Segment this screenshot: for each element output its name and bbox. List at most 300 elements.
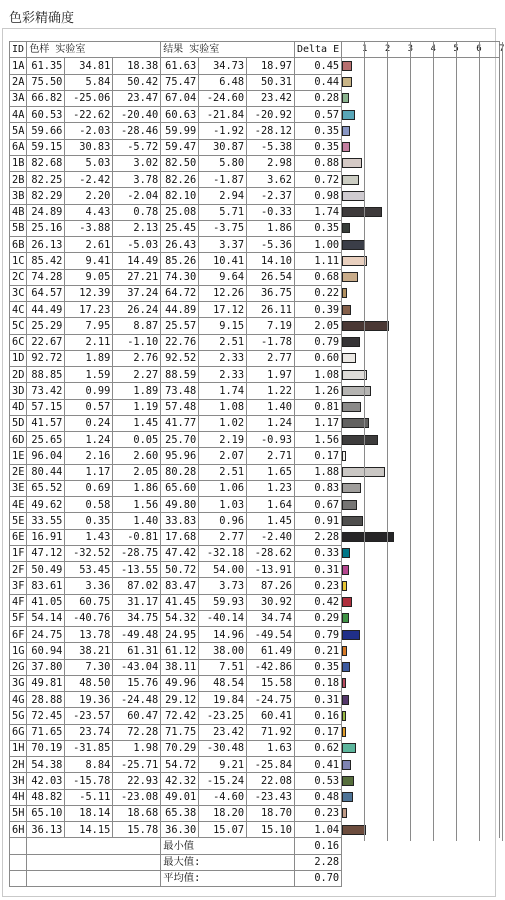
delta-e-value: 0.28 [294,90,341,106]
result-lab-value: 65.38 [161,805,199,821]
patch-id: 6C [10,334,27,350]
target-lab-value: 41.05 [27,594,65,610]
result-lab-value: 2.94 [199,188,247,204]
table-row [10,740,500,756]
delta-e-bar [342,386,371,396]
target-lab-value: 1.86 [113,480,161,496]
result-lab-value: -25.84 [247,757,295,773]
result-lab-value: 23.42 [199,724,247,740]
result-lab-value: 72.42 [161,708,199,724]
target-lab-value: 4.43 [65,204,113,220]
result-lab-value: 2.19 [199,432,247,448]
delta-e-bar [342,451,346,461]
delta-e-value: 0.68 [294,269,341,285]
delta-e-bar [342,516,363,526]
table-row [10,334,500,350]
target-lab-value: 24.89 [27,204,65,220]
result-lab-value: -42.86 [247,659,295,675]
delta-e-value: 0.21 [294,643,341,659]
result-lab-value: -0.93 [247,432,295,448]
target-lab-value: 83.61 [27,578,65,594]
delta-e-value: 0.35 [294,123,341,139]
result-lab-value: 61.12 [161,643,199,659]
delta-e-bar [342,695,349,705]
patch-id: 4G [10,692,27,708]
table-row [10,58,500,74]
result-lab-value: 30.92 [247,594,295,610]
target-lab-value: 7.30 [65,659,113,675]
target-lab-value: 0.58 [65,497,113,513]
target-lab-value: -15.78 [65,773,113,789]
target-lab-value: 28.88 [27,692,65,708]
target-lab-value: 18.68 [113,805,161,821]
page-title: 色彩精确度 [9,11,75,26]
target-lab-value: -22.62 [65,107,113,123]
result-lab-value: 50.31 [247,74,295,90]
target-lab-value: 80.44 [27,464,65,480]
scale-tick-label: 3 [407,44,414,54]
patch-id: 4E [10,497,27,513]
result-lab-value: 29.12 [161,692,199,708]
delta-e-value: 1.08 [294,367,341,383]
delta-e-bar [342,142,350,152]
target-lab-value: 31.17 [113,594,161,610]
target-lab-value: 66.82 [27,90,65,106]
delta-e-value: 0.83 [294,480,341,496]
result-lab-value: -28.12 [247,123,295,139]
table-row [10,123,500,139]
result-lab-value: 15.10 [247,822,295,838]
patch-id: 1F [10,545,27,561]
target-lab-value: 33.55 [27,513,65,529]
delta-e-bar [342,435,378,445]
target-lab-value: 54.14 [27,610,65,626]
result-lab-value: 3.73 [199,578,247,594]
target-lab-value: -0.81 [113,529,161,545]
delta-e-value: 0.29 [294,610,341,626]
result-lab-value: 85.26 [161,253,199,269]
delta-e-bar [342,158,362,168]
delta-e-bar [342,662,350,672]
target-lab-value: 2.05 [113,464,161,480]
delta-e-bar [342,760,351,770]
delta-e-bar [342,727,346,737]
target-lab-value: -5.03 [113,237,161,253]
table-row [10,757,500,773]
delta-e-value: 0.79 [294,627,341,643]
delta-e-value: 1.17 [294,415,341,431]
result-lab-value: 1.06 [199,480,247,496]
delta-e-value: 0.62 [294,740,341,756]
target-lab-value: 8.87 [113,318,161,334]
target-lab-value: -31.85 [65,740,113,756]
delta-e-bar [342,191,364,201]
delta-e-value: 0.23 [294,578,341,594]
result-lab-value: 82.10 [161,188,199,204]
delta-e-value: 0.23 [294,805,341,821]
target-lab-value: 60.53 [27,107,65,123]
patch-id: 2G [10,659,27,675]
target-lab-value: 75.50 [27,74,65,90]
patch-id: 4F [10,594,27,610]
target-lab-value: 48.50 [65,675,113,691]
scale-tick-label: 2 [384,44,391,54]
target-lab-value: 50.42 [113,74,161,90]
result-lab-value: 95.96 [161,448,199,464]
result-lab-value: 22.76 [161,334,199,350]
delta-e-bar [342,776,354,786]
result-lab-value: 2.07 [199,448,247,464]
target-lab-value: 96.04 [27,448,65,464]
result-lab-value: 70.29 [161,740,199,756]
target-lab-value: 17.23 [65,302,113,318]
result-lab-value: 74.30 [161,269,199,285]
patch-id: 3F [10,578,27,594]
delta-e-value: 0.41 [294,757,341,773]
target-lab-value: 12.39 [65,285,113,301]
result-lab-value: -49.54 [247,627,295,643]
result-lab-value: 10.41 [199,253,247,269]
patch-id: 6E [10,529,27,545]
delta-e-value: 0.17 [294,448,341,464]
result-lab-value: 0.96 [199,513,247,529]
delta-e-bar [342,646,347,656]
table-row [10,480,500,496]
result-lab-value: 25.70 [161,432,199,448]
patch-id: 4C [10,302,27,318]
result-lab-value: -15.24 [199,773,247,789]
delta-e-bar [342,548,350,558]
patch-id: 1H [10,740,27,756]
delta-e-value: 0.39 [294,302,341,318]
table-row [10,269,500,285]
delta-e-value: 0.48 [294,789,341,805]
target-lab-value: 1.98 [113,740,161,756]
result-lab-value: -3.75 [199,220,247,236]
delta-e-bar [342,792,353,802]
summary-label: 最小值 [161,838,295,854]
target-lab-value: 23.74 [65,724,113,740]
table-row [10,562,500,578]
result-lab-value: 2.77 [199,529,247,545]
result-lab-value: 26.54 [247,269,295,285]
result-lab-value: 65.60 [161,480,199,496]
result-lab-value: 34.73 [199,58,247,74]
patch-id: 6A [10,139,27,155]
header-row [10,42,500,58]
target-lab-value: 65.52 [27,480,65,496]
result-lab-value: 1.23 [247,480,295,496]
scale-gridline [407,42,414,842]
result-lab-value: -23.25 [199,708,247,724]
target-lab-value: -49.48 [113,627,161,643]
summary-row [10,870,500,886]
patch-id: 2B [10,172,27,188]
result-lab-value: 41.45 [161,594,199,610]
target-lab-value: -1.10 [113,334,161,350]
result-lab-value: -0.33 [247,204,295,220]
table-row [10,497,500,513]
result-lab-value: 59.93 [199,594,247,610]
patch-id: 4H [10,789,27,805]
target-lab-value: 14.15 [65,822,113,838]
target-lab-value: 37.24 [113,285,161,301]
table-row [10,643,500,659]
delta-e-value: 0.67 [294,497,341,513]
scale-gridline [384,42,391,842]
result-lab-value: 2.33 [199,350,247,366]
table-row [10,237,500,253]
result-lab-value: 2.98 [247,155,295,171]
target-lab-value: 92.72 [27,350,65,366]
patch-id: 5E [10,513,27,529]
target-lab-value: 54.38 [27,757,65,773]
patch-id: 1C [10,253,27,269]
target-lab-value: 85.42 [27,253,65,269]
target-lab-value: 41.57 [27,415,65,431]
summary-spacer [10,854,27,870]
delta-e-value: 0.98 [294,188,341,204]
delta-e-value: 0.42 [294,594,341,610]
target-lab-value: -5.72 [113,139,161,155]
delta-e-value: 0.72 [294,172,341,188]
target-lab-value: 0.57 [65,399,113,415]
target-lab-value: 64.57 [27,285,65,301]
target-lab-value: 37.80 [27,659,65,675]
table-row [10,432,500,448]
result-lab-value: 2.51 [199,464,247,480]
target-lab-value: -13.55 [113,562,161,578]
result-lab-value: 9.21 [199,757,247,773]
target-lab-value: 1.19 [113,399,161,415]
delta-e-bar [342,808,347,818]
result-lab-value: 18.70 [247,805,295,821]
result-lab-value: -30.48 [199,740,247,756]
delta-e-bar [342,175,358,185]
target-lab-value: -23.57 [65,708,113,724]
table-row [10,773,500,789]
patch-id: 3E [10,480,27,496]
delta-e-value: 0.79 [294,334,341,350]
table-row [10,399,500,415]
patch-id: 4B [10,204,27,220]
table-row [10,220,500,236]
patch-id: 3A [10,90,27,106]
target-lab-value: 3.02 [113,155,161,171]
target-lab-value: 2.60 [113,448,161,464]
patch-id: 5F [10,610,27,626]
result-lab-value: 44.89 [161,302,199,318]
delta-e-value: 0.53 [294,773,341,789]
delta-e-bar [342,565,349,575]
result-lab-value: -1.78 [247,334,295,350]
patch-id: 3H [10,773,27,789]
table-row [10,350,500,366]
result-lab-value: 1.08 [199,399,247,415]
header-target-lab: 色样 实验室 [27,42,161,58]
result-lab-value: 1.74 [199,383,247,399]
delta-e-value: 2.05 [294,318,341,334]
target-lab-value: -2.04 [113,188,161,204]
target-lab-value: 71.65 [27,724,65,740]
target-lab-value: 0.35 [65,513,113,529]
patch-id: 5G [10,708,27,724]
result-lab-value: 25.45 [161,220,199,236]
target-lab-value: 27.21 [113,269,161,285]
patch-id: 6D [10,432,27,448]
result-lab-value: 3.37 [199,237,247,253]
table-row [10,415,500,431]
scale-gridline [430,42,436,842]
result-lab-value: 61.49 [247,643,295,659]
table-row [10,318,500,334]
target-lab-value: 49.81 [27,675,65,691]
table-row [10,188,500,204]
target-lab-value: 82.25 [27,172,65,188]
delta-e-bar [342,370,367,380]
result-lab-value: 1.64 [247,497,295,513]
table-row [10,594,500,610]
summary-spacer [10,838,27,854]
table-row [10,659,500,675]
patch-id: 6H [10,822,27,838]
patch-id: 4A [10,107,27,123]
delta-e-value: 0.88 [294,155,341,171]
patch-id: 2H [10,757,27,773]
summary-row [10,838,500,854]
result-lab-value: 57.48 [161,399,199,415]
result-lab-value: 1.86 [247,220,295,236]
result-lab-value: 87.26 [247,578,295,594]
patch-id: 5C [10,318,27,334]
target-lab-value: 1.89 [65,350,113,366]
target-lab-value: 47.12 [27,545,65,561]
result-lab-value: -1.87 [199,172,247,188]
table-row [10,448,500,464]
delta-e-bar [342,240,365,250]
target-lab-value: 1.24 [65,432,113,448]
result-lab-value: 49.80 [161,497,199,513]
target-lab-value: -2.03 [65,123,113,139]
delta-e-bar [342,272,358,282]
target-lab-value: 49.62 [27,497,65,513]
table-row [10,610,500,626]
result-lab-value: 23.42 [247,90,295,106]
result-lab-value: 1.45 [247,513,295,529]
target-lab-value: 18.38 [113,58,161,74]
result-lab-value: 42.32 [161,773,199,789]
target-lab-value: 38.21 [65,643,113,659]
summary-spacer [10,870,27,886]
patch-id: 2D [10,367,27,383]
target-lab-value: 0.05 [113,432,161,448]
table-row [10,253,500,269]
scale-tick-label: 7 [499,44,505,54]
result-lab-value: -23.43 [247,789,295,805]
result-lab-value: 1.63 [247,740,295,756]
result-lab-value: 7.51 [199,659,247,675]
target-lab-value: 2.27 [113,367,161,383]
result-lab-value: -2.37 [247,188,295,204]
summary-row [10,854,500,870]
delta-e-value: 0.44 [294,74,341,90]
delta-e-bar [342,630,360,640]
result-lab-value: -5.36 [247,237,295,253]
header-delta-e: Delta E [294,42,341,58]
result-lab-value: 2.33 [199,367,247,383]
result-lab-value: 26.43 [161,237,199,253]
target-lab-value: 48.82 [27,789,65,805]
result-lab-value: -5.38 [247,139,295,155]
patch-id: 1D [10,350,27,366]
scale-tick-label: 6 [476,44,482,54]
target-lab-value: 0.69 [65,480,113,496]
target-lab-value: -3.88 [65,220,113,236]
result-lab-value: -21.84 [199,107,247,123]
delta-e-value: 0.91 [294,513,341,529]
target-lab-value: 57.15 [27,399,65,415]
result-lab-value: 15.07 [199,822,247,838]
target-lab-value: 42.03 [27,773,65,789]
table-row [10,513,500,529]
patch-id: 1A [10,58,27,74]
target-lab-value: 15.76 [113,675,161,691]
target-lab-value: -24.48 [113,692,161,708]
delta-e-bar [342,613,349,623]
result-lab-value: 1.65 [247,464,295,480]
patch-id: 6G [10,724,27,740]
delta-e-bar [342,483,361,493]
patch-id: 5H [10,805,27,821]
delta-e-bar [342,678,346,688]
result-lab-value: 1.40 [247,399,295,415]
summary-spacer [27,854,161,870]
delta-e-bar [342,207,382,217]
delta-e-value: 0.60 [294,350,341,366]
delta-e-bar [342,743,356,753]
patch-id: 3G [10,675,27,691]
target-lab-value: 1.17 [65,464,113,480]
result-lab-value: 34.74 [247,610,295,626]
result-lab-value: 12.26 [199,285,247,301]
delta-e-value: 1.11 [294,253,341,269]
table-row [10,578,500,594]
delta-e-value: 0.31 [294,692,341,708]
header-result-lab: 结果 实验室 [161,42,295,58]
target-lab-value: 2.61 [65,237,113,253]
target-lab-value: 36.13 [27,822,65,838]
delta-e-value: 0.31 [294,562,341,578]
header-id: ID [10,42,27,58]
result-lab-value: 38.00 [199,643,247,659]
target-lab-value: 34.81 [65,58,113,74]
result-lab-value: 36.30 [161,822,199,838]
summary-chart-spacer [342,854,500,870]
delta-e-bar [342,305,351,315]
delta-e-value: 0.18 [294,675,341,691]
target-lab-value: 24.75 [27,627,65,643]
target-lab-value: 14.49 [113,253,161,269]
table-row [10,692,500,708]
delta-e-value: 0.16 [294,708,341,724]
delta-e-value: 0.45 [294,58,341,74]
result-lab-value: 33.83 [161,513,199,529]
delta-e-bar [342,288,347,298]
result-lab-value: -20.92 [247,107,295,123]
delta-e-bar [342,597,352,607]
patch-id: 4D [10,399,27,415]
target-lab-value: -28.75 [113,545,161,561]
